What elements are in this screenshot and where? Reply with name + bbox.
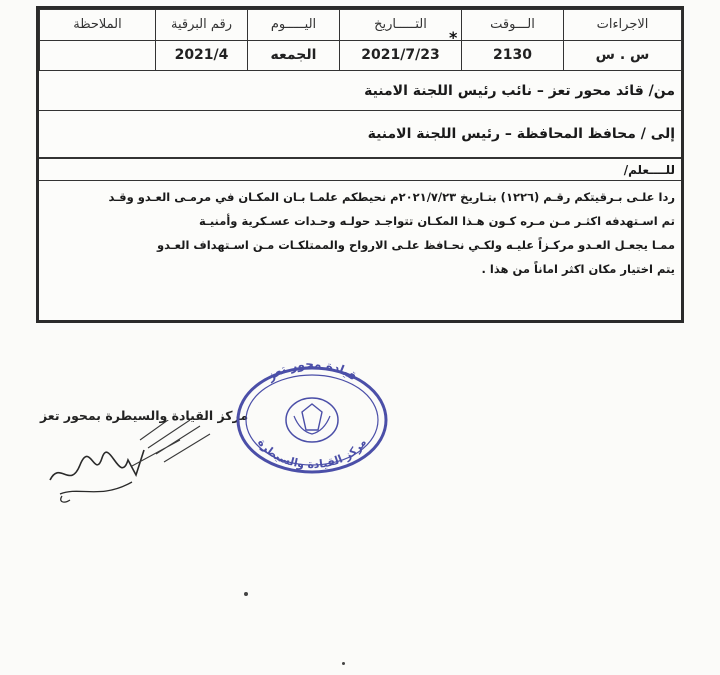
signature-label: مركز القيادة والسيطرة بمحور تعز — [40, 408, 249, 423]
value-note — [40, 40, 156, 71]
label-actions: الاجراءات — [564, 10, 682, 41]
header-table — [39, 9, 682, 71]
header-values-row — [40, 40, 682, 71]
attention-line: للــــعلم/ — [39, 159, 681, 181]
seal-inner-text: مركز القيادة والسيطرة — [255, 436, 369, 472]
label-telegram-number: رقم البرقية — [156, 10, 248, 41]
svg-text:قيادة محور تعز — [264, 357, 360, 384]
official-seal — [232, 356, 392, 476]
eagle-emblem-icon — [302, 404, 322, 430]
value-date: 2021/7/23 — [340, 40, 462, 71]
body-line: تم اسـتهدفه اكثـر مـن مـره كـون هـذا المكـان تتواجـد حولـه وحـدات عسـكرية وأمنيـة — [198, 214, 675, 228]
handwritten-signature — [40, 420, 230, 510]
value-telegram-number: 2021/4 — [156, 40, 248, 71]
ink-dot — [342, 662, 345, 665]
from-line: من/ قائد محور تعز – نائب رئيس اللجنة الامنية — [39, 71, 681, 111]
label-date: التـــــاريخ — [340, 10, 462, 41]
value-day: الجمعه — [248, 40, 340, 71]
body-line: يتم اختيار مكان اكثر اماناً من هذا . — [481, 262, 675, 276]
value-time: 2130 — [462, 40, 564, 71]
body-line: ردا علـى بـرقيتكم رقـم (١٢٢٦) بتـاريخ ٢٠٢١/٧/٢٣م نحيطكم علمـا بـان المكـان في مرمـى العـدو وقـد — [108, 190, 675, 204]
header-labels-row — [40, 10, 682, 41]
asterisk-mark: * — [449, 28, 458, 47]
to-line: إلى / محافظ المحافظة – رئيس اللجنة الامنية — [39, 111, 681, 159]
memo-document — [36, 6, 684, 323]
seal-outer-text: قيادة محور تعز — [264, 356, 360, 384]
label-note: الملاحظة — [40, 10, 156, 41]
label-day: اليـــــوم — [248, 10, 340, 41]
value-actions: س . س — [564, 40, 682, 71]
memo-body — [45, 185, 675, 281]
body-line: ممـا يجعـل العـدو مركـزاً عليـه ولكـي نحـافظ علـى الارواح والممتلكـات مـن اسـتهداف العـدو — [156, 238, 675, 252]
label-time: الـــوقت — [462, 10, 564, 41]
ink-dot — [244, 592, 248, 596]
